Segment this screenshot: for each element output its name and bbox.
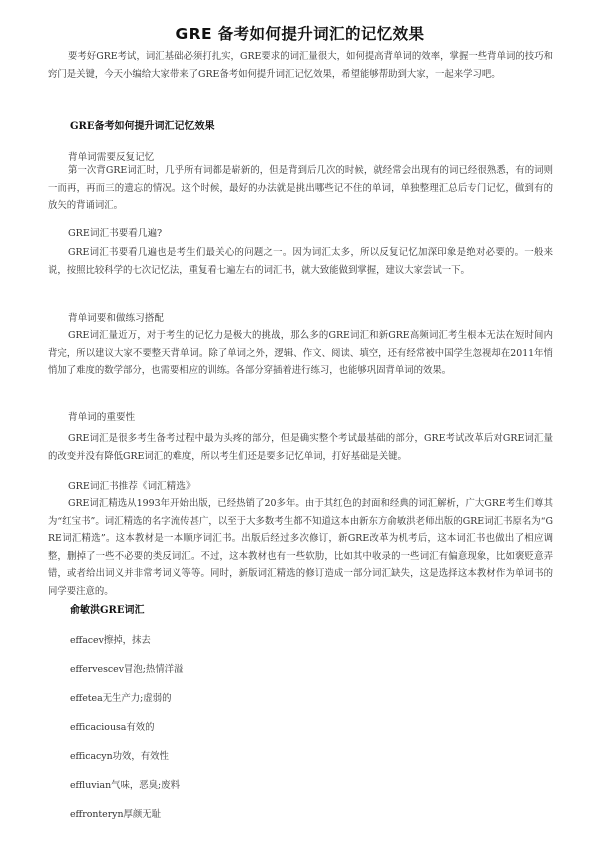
word-entry: efficacyn功效，有效性 (70, 751, 169, 762)
heading-review-repeatedly: 背单词需要反复记忆 (68, 152, 155, 163)
heading-practice: 背单词要和做练习搭配 (68, 313, 164, 324)
page-title: GRE 备考如何提升词汇的记忆效果 (175, 25, 425, 43)
word-entry: effluvian气味，恶臭;废料 (70, 780, 180, 791)
paragraph-how-many-times: GRE词汇书要看几遍也是考生们最关心的问题之一。因为词汇太多，所以反复记忆加深印象是绝对必要的。一般来说，按照比较科学的七次记忆法，重复看七遍左右的词汇书，就大致能做到掌握，建议大家尝试一下。 (48, 247, 553, 276)
word-entry: effronteryn厚颜无耻 (70, 809, 162, 820)
paragraph-review-repeatedly: 第一次背GRE词汇时，几乎所有词都是崭新的，但是背到后几次的时候，就经常会出现有的词已经很熟悉，有的词则一而再，再而三的遗忘的情况。这个时候，最好的办法就是挑出哪些记不住的单词，单独整理汇总后专门记忆，做到有的放矢的背诵词汇。 (48, 165, 553, 212)
word-entry: efficaciousa有效的 (70, 722, 155, 733)
word-entry: effacev擦掉，抹去 (70, 635, 151, 646)
heading-book-recommendation: GRE词汇书推荐《词汇精选》 (68, 481, 196, 492)
heading-importance: 背单词的重要性 (68, 412, 136, 423)
paragraph-importance: GRE词汇是很多考生备考过程中最为头疼的部分，但是确实整个考试最基础的部分，GRE考试改革后对GRE词汇量的改变并没有降低GRE词汇的难度，所以考生们还是要多记忆单词，打好基础是关键。 (48, 433, 553, 462)
word-entry: effervescev冒泡;热情洋溢 (70, 664, 184, 675)
intro-paragraph: 要考好GRE考试，词汇基础必须打扎实，GRE要求的词汇量很大，如何提高背单词的效率，掌握一些背单词的技巧和窍门是关键，今天小编给大家带来了GRE备考如何提升词汇记忆效果，希望能够帮助到大家，一起来学习吧。 (48, 51, 553, 80)
word-entry: effetea无生产力;虚弱的 (70, 693, 172, 704)
section-title: GRE备考如何提升词汇记忆效果 (70, 121, 215, 132)
wordlist-title: 俞敏洪GRE词汇 (70, 605, 145, 616)
heading-how-many-times: GRE词汇书要看几遍? (68, 228, 163, 239)
paragraph-book-recommendation: GRE词汇精选从1993年开始出版，已经热销了20多年。由于其红色的封面和经典的词汇解析，广大GRE考生们尊其为“红宝书”。词汇精选的名字流传甚广，以至于大多数考生都不知道这本由新东方俞敏洪老师出版的GRE词汇书原名为“GRE词汇精选”。这本教材是一本顺序词汇书。出版后经过多次修订，新GRE改革为机考后，这本词汇书也做出了相应调整，删掉了一些不必要的类反词汇。不过，这本教材也有一些软肋，比如其中收录的一些词汇有偏意现象，比如褒贬意弄错，或者给出词义并非常考词义等等。同时，新版词汇精选的修订造成一部分词汇缺失，这是选择这本教材作为单词书的同学要注意的。 (48, 498, 553, 597)
paragraph-practice: GRE词汇量近万，对于考生的记忆力是极大的挑战，那么多的GRE词汇和新GRE高频词汇考生根本无法在短时间内背完，所以建议大家不要整天背单词。除了单词之外，逻辑、作文、阅读、填空，还有经常被中国学生忽视却在2011年悄悄加了难度的数学部分，也需要相应的训练。各部分穿插着进行练习，也能够巩固背单词的效果。 (48, 330, 553, 377)
